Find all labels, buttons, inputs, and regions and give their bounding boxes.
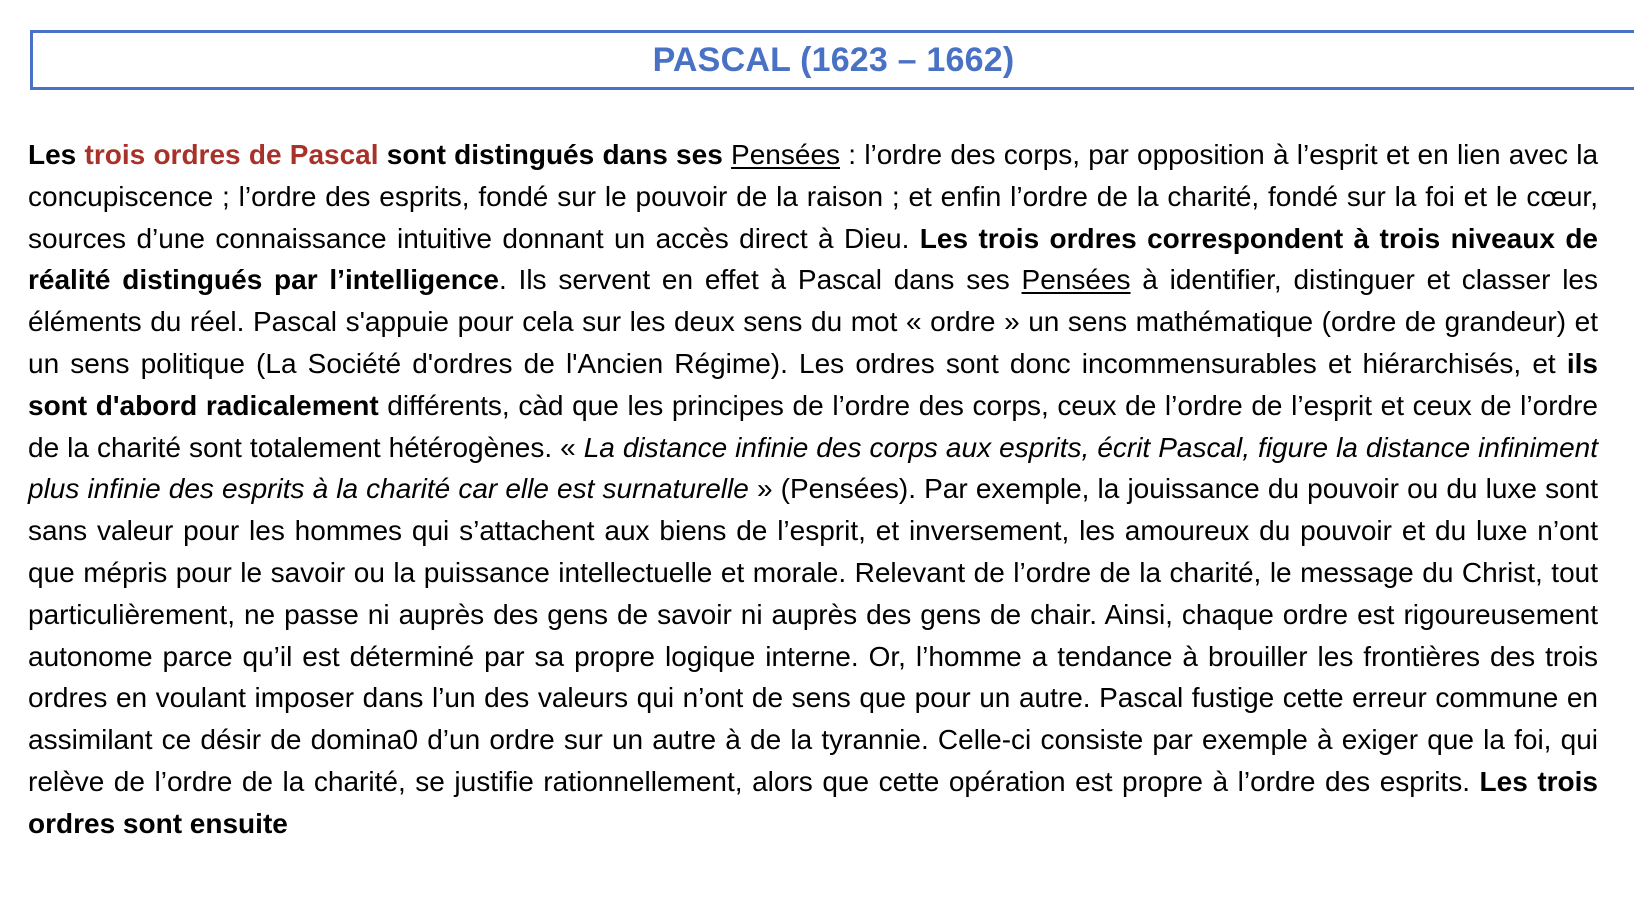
body-paragraph (28, 134, 1598, 845)
bold-statement: Les trois ordres correspondent à trois niveaux de réalité distingués par l’intelligence (28, 222, 1599, 296)
text-run: différents, càd que les principes de l’ordre des corps, ceux de l’ordre de l’esprit et ceux de l’ordre de la charité sont totalement hétérogènes. « (28, 389, 1598, 463)
highlighted-term: trois ordres de Pascal (84, 139, 379, 170)
text-run: . Ils servent en effet à Pascal dans ses (499, 264, 1022, 296)
page-title: PASCAL (1623 – 1662) (652, 40, 1015, 79)
quotation: La distance infinie des corps aux esprits, écrit Pascal, figure la distance infiniment plus infinie des esprits à la charité car elle est surnaturelle (28, 431, 1599, 505)
text-run: » (Pensées). Par exemple, la jouissance du pouvoir ou du luxe sont sans valeur pour les hommes qui s’attachent aux biens de l’esprit, et inversement, les amoureux du pouvoir et du luxe n’ont que mépris pour le savoir ou la puissance intellectuelle et morale. Relevant de l’ordre de la charité, le message du Christ, tout particulièrement, ne passe ni auprès des gens de savoir ni auprès des gens de chair. Ainsi, chaque ordre est rigoureusement autonome parce qu’il est déterminé par sa propre logique interne. Or, l’homme a tendance à brouiller les frontières des trois ordres en voulant imposer dans l’un des valeurs qui n’ont de sens que pour un autre. Pascal fustige cette erreur commune en assimilant ce désir de domina0 d’un ordre sur un autre à de la tyrannie. Celle-ci consiste par exemple à exiger que la foi, qui relève de l’ordre de la charité, se justifie rationnellement, alors que cette opération est propre à l’ordre des esprits. (28, 473, 1598, 797)
book-title: Pensées (731, 139, 841, 170)
text-run: sont distingués dans ses (378, 139, 732, 170)
title-box (30, 30, 1634, 90)
bold-statement: ils sont d'abord radicalement (28, 347, 1598, 421)
text-run: à identifier, distinguer et classer les éléments du réel. Pascal s'appuie pour cela sur les deux sens du mot « ordre » un sens mathématique (ordre de grandeur) et un sens politique (La Société d'ordres de l'Ancien Régime). Les ordres sont donc incommensurables et hiérarchisés, et (28, 264, 1599, 379)
bold-statement: Les trois ordres sont ensuite (28, 765, 1599, 839)
book-title: Pensées (1021, 264, 1131, 296)
text-run: : l’ordre des corps, par opposition à l’esprit et en lien avec la concupiscence ; l’ordre des esprits, fondé sur le pouvoir de la raison ; et enfin l’ordre de la charité, fondé sur la foi et le cœur, sources d’une connaissance intuitive donnant un accès direct à Dieu. (28, 139, 1599, 254)
text-run: Les (28, 139, 85, 170)
